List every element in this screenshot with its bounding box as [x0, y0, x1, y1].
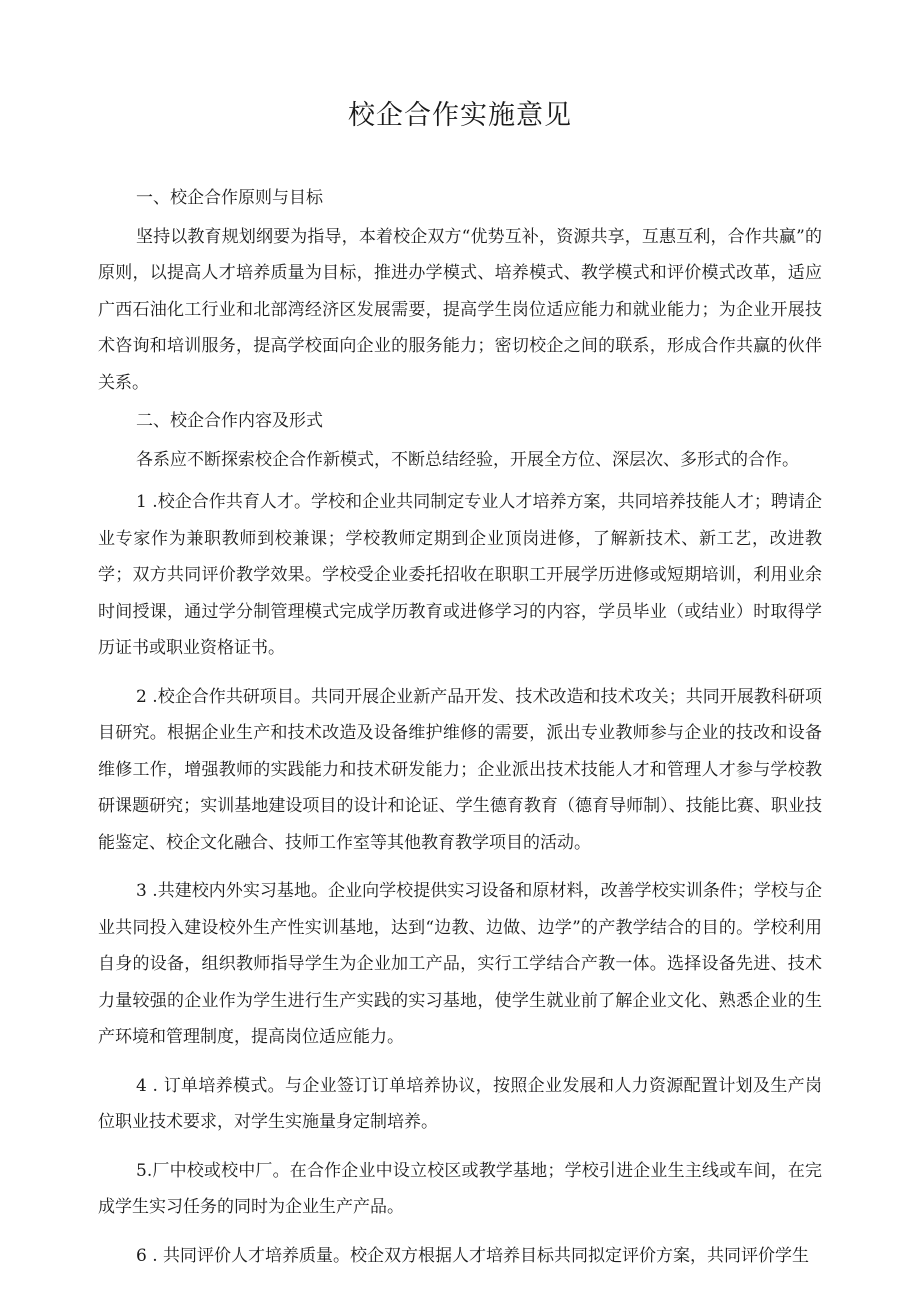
list-item-factory-school: 5.厂中校或校中厂。在合作企业中设立校区或教学基地；学校引进企业生主线或车间，在完成学生实习任务的同时为企业生产产品。: [98, 1160, 822, 1217]
document-body: [98, 180, 822, 1274]
list-item-joint-evaluation: 6 . 共同评价人才培养质量。校企双方根据人才培养目标共同拟定评价方案，共同评价学生: [136, 1245, 810, 1266]
list-item-order-training: 4 . 订单培养模式。与企业签订订单培养协议，按照企业发展和人力资源配置计划及生产岗位职业技术要求，对学生实施量身定制培养。: [98, 1075, 822, 1132]
paragraph-principles: 坚持以教育规划纲要为指导，本着校企双方“优势互补，资源共享，互惠互利，合作共赢”的原则，以提高人才培养质量为目标，推进办学模式、培养模式、教学模式和评价模式改革，适应广西石油化工行业和北部湾经济区发展需要，提高学生岗位适应能力和就业能力；为企业开展技术咨询和培训服务，提高学校面向企业的服务能力；密切校企之间的联系，形成合作共赢的伙伴关系。: [98, 226, 822, 393]
list-item-practice-base: 3 .共建校内外实习基地。企业向学校提供实习设备和原材料，改善学校实训条件；学校与企业共同投入建设校外生产性实训基地，达到“边教、边做、边学”的产教学结合的目的。学校利用自身的设备，组织教师指导学生为企业加工产品，实行工学结合产教一体。选择设备先进、技术力量较强的企业作为学生进行生产实践的实习基地，使学生就业前了解企业文化、熟悉企业的生产环境和管理制度，提高岗位适应能力。: [98, 881, 822, 1047]
section-heading-content: 二、校企合作内容及形式: [136, 411, 323, 431]
document-title: 校企合作实施意见: [348, 100, 572, 131]
list-item-co-research: 2 .校企合作共研项目。共同开展企业新产品开发、技术改造和技术攻关；共同开展教科研项目研究。根据企业生产和技术改造及设备维护维修的需要，派出专业教师参与企业的技改和设备维修工作，增强教师的实践能力和技术研发能力；企业派出技术技能人才和管理人才参与学校教研课题研究；实训基地建设项目的设计和论证、学生德育教育（德育导师制）、技能比赛、职业技能鉴定、校企文化融合、技师工作室等其他教育教学项目的活动。: [98, 686, 822, 853]
list-item-co-cultivate: 1 .校企合作共育人才。学校和企业共同制定专业人才培养方案，共同培养技能人才；聘请企业专家作为兼职教师到校兼课；学校教师定期到企业顶岗进修，了解新技术、新工艺，改进教学；双方共同评价教学效果。学校受企业委托招收在职职工开展学历进修或短期培训，利用业余时间授课，通过学分制管理模式完成学历教育或进修学习的内容，学员毕业（或结业）时取得学历证书或职业资格证书。: [98, 492, 822, 658]
paragraph-content-intro: 各系应不断探索校企合作新模式，不断总结经验，开展全方位、深层次、多形式的合作。: [136, 449, 799, 470]
section-heading-principles: 一、校企合作原则与目标: [136, 188, 323, 208]
